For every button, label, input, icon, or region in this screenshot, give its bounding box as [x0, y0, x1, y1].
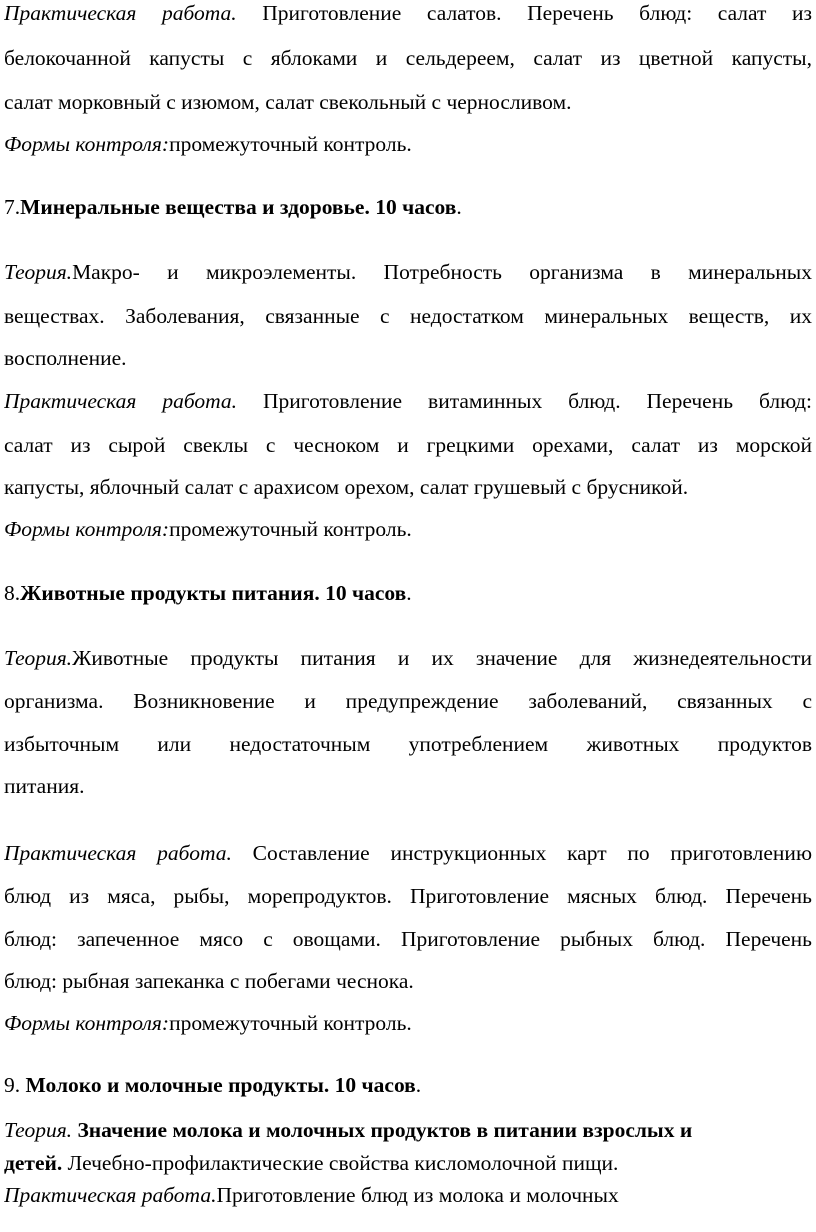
- text: Лечебно-профилактические свойства кисломолочной пищи.: [67, 1151, 619, 1175]
- practice-label: Практическая работа.: [4, 1183, 217, 1207]
- practice-label: Практическая работа.: [4, 389, 238, 413]
- text: салат из сырой свеклы с чесноком и грецкими орехами, салат из морской: [4, 433, 812, 457]
- s8-heading: [4, 578, 812, 608]
- s8-theory-line-2: [4, 686, 812, 716]
- s8-theory-line-4: [4, 771, 812, 801]
- control-value: промежуточный контроль.: [169, 1011, 412, 1035]
- s8-theory-line-3: [4, 729, 812, 759]
- theory-label: Теория.: [4, 646, 73, 670]
- text: восполнение.: [4, 346, 127, 370]
- s9-theory-line-2: [4, 1148, 812, 1178]
- text: веществах. Заболевания, связанные с недостатком минеральных веществ, их: [4, 304, 812, 328]
- section-number: 8.: [4, 581, 21, 605]
- s9-heading: [4, 1070, 812, 1100]
- text: Приготовление витаминных блюд. Перечень блюд:: [263, 389, 812, 413]
- control-label: Формы контроля:: [4, 132, 170, 156]
- theory-label: Теория.: [4, 1118, 73, 1142]
- practice-label: Практическая работа.: [4, 841, 232, 865]
- theory-bold-text: детей.: [4, 1151, 63, 1175]
- s6-practice-line-1: [4, 0, 812, 28]
- text: Составление инструкционных карт по приготовлению: [252, 841, 812, 865]
- s7-control-line: [4, 514, 812, 544]
- s6-practice-line-3: [4, 87, 812, 117]
- text: Животные продукты питания и их значение для жизнедеятельности: [72, 646, 812, 670]
- theory-bold-text: Значение молока и молочных продуктов в питании взрослых и: [77, 1118, 693, 1142]
- s8-practice-line-2: [4, 881, 812, 911]
- control-value: промежуточный контроль.: [169, 517, 412, 541]
- text: .: [456, 195, 462, 219]
- section-number: 7.: [4, 195, 21, 219]
- s8-control-line: [4, 1008, 812, 1038]
- theory-label: Теория.: [4, 260, 73, 284]
- practice-label: Практическая работа.: [4, 1, 237, 25]
- section-number: 9.: [4, 1073, 21, 1097]
- text: Макро- и микроэлементы. Потребность организма в минеральных: [72, 260, 812, 284]
- s8-theory-line-1: [4, 643, 812, 673]
- s7-theory-line-3: [4, 343, 812, 373]
- text: капусты, яблочный салат с арахисом орехом, салат грушевый с брусникой.: [4, 475, 689, 499]
- text: организма. Возникновение и предупреждение заболеваний, связанных с: [4, 689, 812, 713]
- s6-control-line: [4, 129, 812, 159]
- text: салат морковный с изюмом, салат свекольный с черносливом.: [4, 90, 572, 114]
- s7-practice-line-1: [4, 386, 812, 416]
- s7-practice-line-2: [4, 430, 812, 460]
- section-title: Молоко и молочные продукты. 10 часов: [25, 1073, 416, 1097]
- text: блюд: рыбная запеканка с побегами чеснока.: [4, 969, 414, 993]
- control-label: Формы контроля:: [4, 517, 170, 541]
- s8-practice-line-3: [4, 924, 812, 954]
- section-title: Животные продукты питания. 10 часов: [20, 581, 407, 605]
- s6-practice-line-2: [4, 43, 812, 73]
- text: избыточным или недостаточным употреблением животных продуктов: [4, 732, 812, 756]
- s9-practice-line-1: [4, 1180, 812, 1210]
- control-value: промежуточный контроль.: [169, 132, 412, 156]
- s7-practice-line-3: [4, 472, 812, 502]
- text: Приготовление блюд из молока и молочных: [216, 1183, 619, 1207]
- s9-theory-line-1: [4, 1115, 794, 1145]
- text: Приготовление салатов. Перечень блюд: салат из: [262, 1, 812, 25]
- s8-practice-line-4: [4, 966, 812, 996]
- s7-theory-line-2: [4, 301, 812, 331]
- s7-theory-line-1: [4, 257, 812, 287]
- text: белокочанной капусты с яблоками и сельдереем, салат из цветной капусты,: [4, 46, 812, 70]
- text: блюд из мяса, рыбы, морепродуктов. Приготовление мясных блюд. Перечень: [4, 884, 812, 908]
- control-label: Формы контроля:: [4, 1011, 170, 1035]
- text: .: [415, 1073, 422, 1097]
- s8-practice-line-1: [4, 838, 812, 868]
- text: блюд: запеченное мясо с овощами. Приготовление рыбных блюд. Перечень: [4, 927, 812, 951]
- text: питания.: [4, 774, 85, 798]
- s7-heading: [4, 192, 812, 222]
- section-title: Минеральные вещества и здоровье. 10 часов: [20, 195, 457, 219]
- text: .: [406, 581, 412, 605]
